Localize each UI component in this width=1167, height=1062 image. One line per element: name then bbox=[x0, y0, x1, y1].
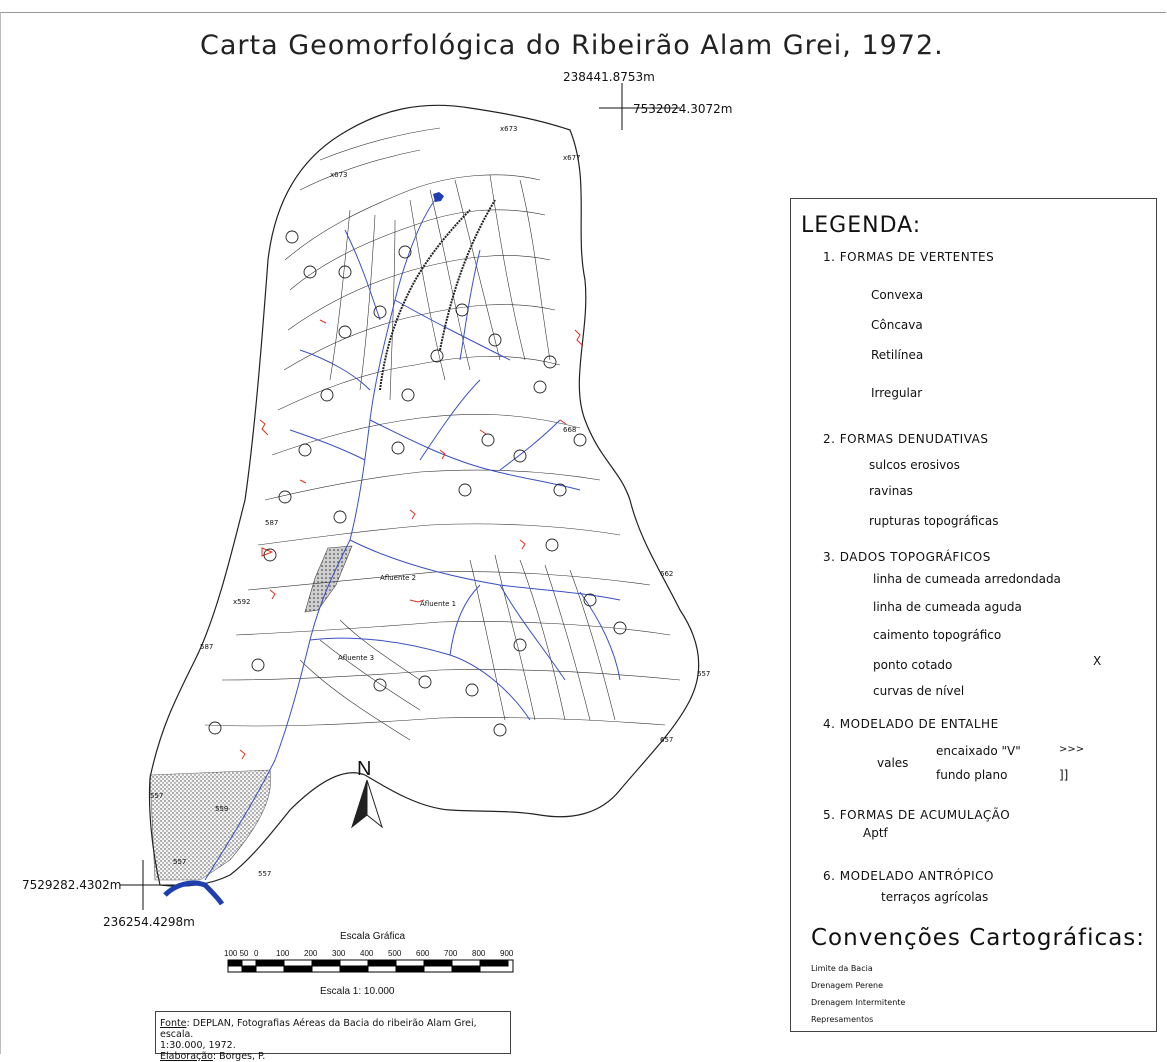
conv-represamentos: Represamentos bbox=[811, 1015, 874, 1024]
conv-limite-bacia: Limite da Bacia bbox=[811, 964, 873, 973]
basin-boundary bbox=[149, 105, 698, 886]
elev-label-3: 668 bbox=[563, 426, 577, 434]
north-label: N bbox=[357, 758, 372, 780]
scale-bar bbox=[228, 960, 513, 972]
legend-item-caimento: caimento topográfico bbox=[873, 628, 1002, 642]
legend-section-2: 2. FORMAS DENUDATIVAS bbox=[823, 432, 989, 446]
reservoir-outlet bbox=[165, 883, 222, 904]
legend-item-vales: vales bbox=[877, 756, 909, 770]
river-label-1: Afluente 2 bbox=[380, 574, 417, 582]
legend-item-concava: Côncava bbox=[871, 318, 923, 332]
legend-item-ravinas: ravinas bbox=[869, 484, 913, 498]
ponto-cotado-symbol: X bbox=[1093, 654, 1102, 668]
source-fonte-label: Fonte bbox=[160, 1018, 187, 1029]
encaixado-symbol: >>> bbox=[1059, 744, 1085, 755]
elev-label-1: x673 bbox=[500, 125, 518, 133]
source-box bbox=[155, 1011, 511, 1062]
source-elaboracao-label: Elaboração bbox=[160, 1051, 213, 1062]
legend-item-aptf: Aptf bbox=[863, 826, 888, 840]
river-label-2: Afluente 3 bbox=[338, 654, 375, 662]
legend-item-ponto-cotado: ponto cotado bbox=[873, 658, 953, 672]
legend-item-convexa: Convexa bbox=[871, 288, 924, 302]
legend-item-irregular: Irregular bbox=[871, 386, 923, 400]
scale-tick-6: 500 bbox=[388, 949, 402, 958]
scale-tick-3: 200 bbox=[304, 949, 318, 958]
scale-tick-0: 100 50 bbox=[224, 949, 249, 958]
elev-label-8: 662 bbox=[660, 570, 674, 578]
coord-crosshair-top bbox=[599, 83, 680, 130]
scale-tick-2: 100 bbox=[276, 949, 290, 958]
ridge-lines bbox=[380, 200, 495, 390]
legend-title: LEGENDA: bbox=[801, 213, 922, 238]
legend-section-3: 3. DADOS TOPOGRÁFICOS bbox=[823, 550, 991, 564]
elev-label-13: 557 bbox=[173, 858, 187, 866]
elev-label-9: 657 bbox=[697, 670, 711, 678]
legend-panel bbox=[790, 198, 1157, 1032]
scale-tick-9: 800 bbox=[472, 949, 486, 958]
source-fonte-text: : DEPLAN, Fotografias Aéreas da Bacia do ribeirão Alam Grei, escala. bbox=[160, 1018, 477, 1040]
legend-item-terracos: terraços agrícolas bbox=[881, 890, 989, 904]
legend-section-1: 1. FORMAS DE VERTENTES bbox=[823, 250, 995, 264]
scale-tick-4: 300 bbox=[332, 949, 346, 958]
elev-label-10: 657 bbox=[660, 736, 674, 744]
legend-item-cumeada-arredondada: linha de cumeada arredondada bbox=[873, 572, 1061, 586]
slope-symbols bbox=[209, 231, 626, 736]
scale-ratio: Escala 1: 10.000 bbox=[320, 986, 395, 997]
coord-bottom-easting: 236254.4298m bbox=[103, 915, 195, 929]
coord-bottom-northing: 7529282.4302m bbox=[22, 878, 122, 892]
north-arrow bbox=[352, 780, 382, 827]
legend-section-4: 4. MODELADO DE ENTALHE bbox=[823, 717, 999, 731]
legend-section-5: 5. FORMAS DE ACUMULAÇÃO bbox=[823, 808, 1011, 822]
elev-label-11: 557 bbox=[150, 792, 164, 800]
elev-label-7: 587 bbox=[200, 643, 214, 651]
fundo-plano-symbol: ]] bbox=[1059, 768, 1069, 782]
conventions-title: Convenções Cartográficas: bbox=[811, 925, 1146, 951]
elev-label-6: x592 bbox=[233, 598, 251, 606]
elev-label-5: 587 bbox=[265, 519, 279, 527]
elev-label-4: x673 bbox=[330, 171, 348, 179]
legend-item-encaixado: encaixado "V" bbox=[936, 744, 1021, 758]
aptf-patch bbox=[305, 546, 352, 612]
conv-drenagem-intermitente: Drenagem Intermitente bbox=[811, 998, 906, 1007]
coord-top-northing: 7532024.3072m bbox=[633, 102, 733, 116]
legend-item-curvas: curvas de nível bbox=[873, 684, 965, 698]
scale-tick-10: 900 bbox=[500, 949, 514, 958]
conv-drenagem-perene: Drenagem Perene bbox=[811, 981, 883, 990]
scale-tick-1: 0 bbox=[254, 949, 259, 958]
source-elaboracao-text: : Borges, P. bbox=[212, 1051, 266, 1062]
scale-tick-7: 600 bbox=[416, 949, 430, 958]
accumulation-area bbox=[150, 770, 271, 880]
coord-top-easting: 238441.8753m bbox=[563, 70, 655, 84]
source-fonte-text-2: 1:30.000, 1972. bbox=[160, 1040, 236, 1051]
legend-item-cumeada-aguda: linha de cumeada aguda bbox=[873, 600, 1022, 614]
scale-tick-8: 700 bbox=[444, 949, 458, 958]
legend-section-6: 6. MODELADO ANTRÓPICO bbox=[823, 869, 994, 883]
elev-label-12: 559 bbox=[215, 805, 229, 813]
reservoir-top bbox=[433, 192, 444, 202]
legend-item-sulcos: sulcos erosivos bbox=[869, 458, 960, 472]
map-title: Carta Geomorfológica do Ribeirão Alam Grei, 1972. bbox=[200, 30, 944, 61]
elev-label-14: 557 bbox=[258, 870, 272, 878]
legend-item-rupturas: rupturas topográficas bbox=[869, 514, 999, 528]
legend-item-fundo-plano: fundo plano bbox=[936, 768, 1008, 782]
scale-tick-5: 400 bbox=[360, 949, 374, 958]
river-label-3: Afluente 1 bbox=[420, 600, 457, 608]
scale-title: Escala Gráfica bbox=[340, 931, 406, 942]
elev-label-2: x677 bbox=[563, 154, 581, 162]
erosion-marks bbox=[240, 320, 583, 759]
legend-item-retilinea: Retilínea bbox=[871, 348, 924, 362]
